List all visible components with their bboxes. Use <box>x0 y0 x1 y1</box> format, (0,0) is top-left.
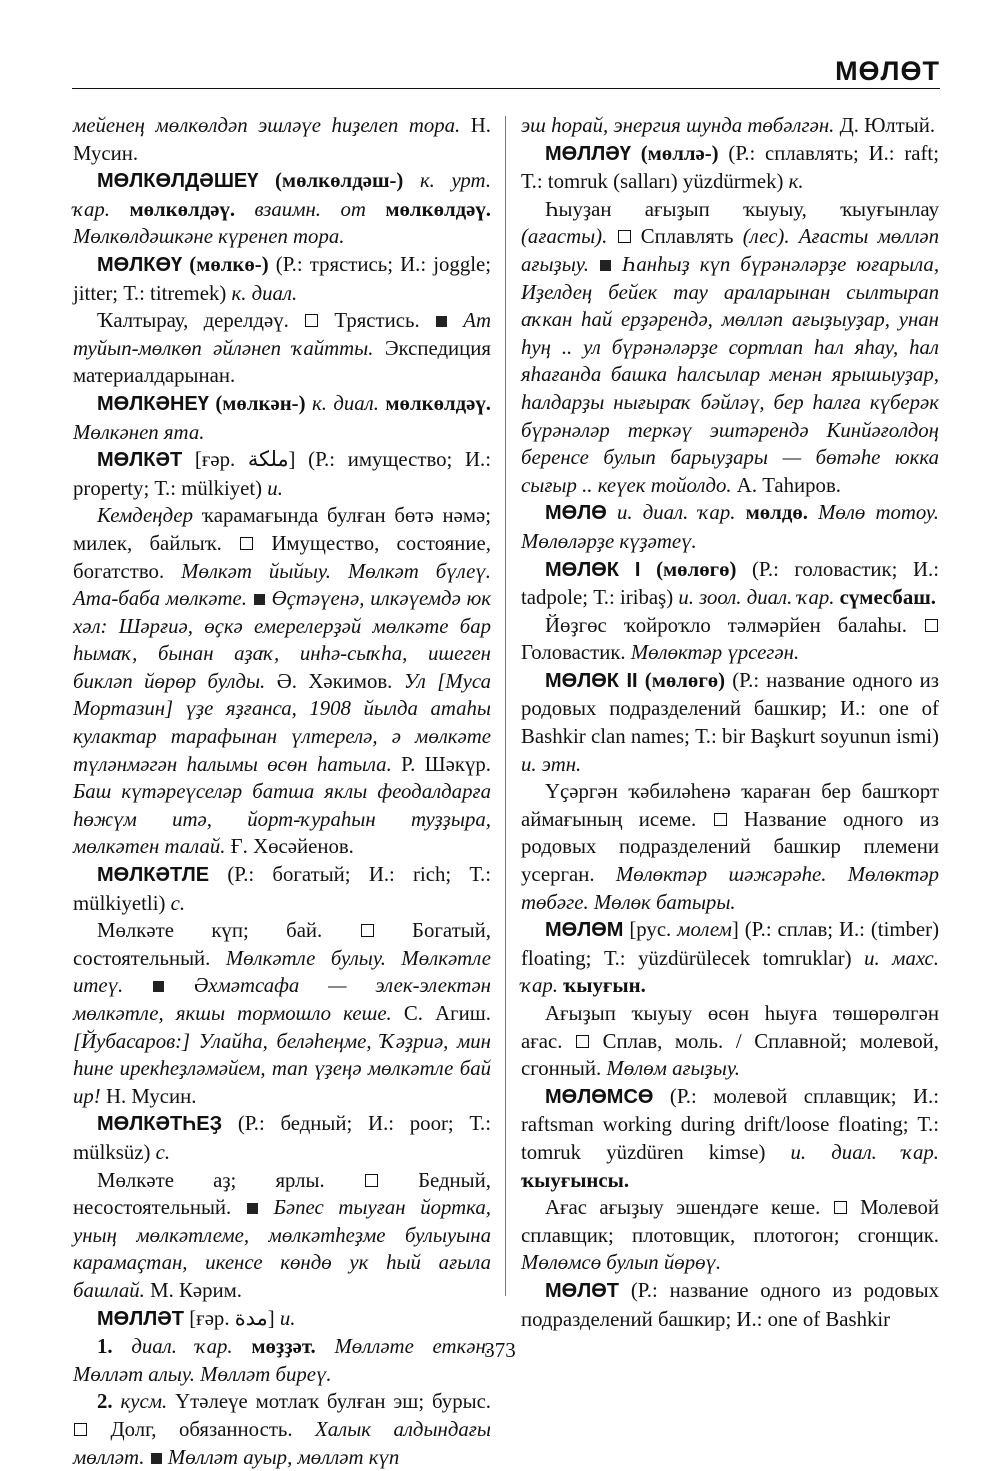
white-square-icon <box>365 1174 378 1187</box>
headword: МӨЛӨК I <box>545 558 641 581</box>
entry-molom: МӨЛӨМ [рус. молем] (Р.: сплав; И.: (timber) floating; Т.: yüzdürülecek tomruklar) и. махс. ҡар. ҡыуғын. <box>521 918 940 998</box>
entry-definition: Йөҙгөс ҡойроҡло тәлмәрйен балаһы. Головастик. Мөлөктәр үрсегән. <box>521 612 939 667</box>
entry-definition: Һыуҙан ағыҙып ҡыуыу, ҡыуғынлау (ағасты). Сплавлять (лес). Ағасты мөлләп ағыҙыу. Һанһыҙ күп бүрәнәләрҙе юғарыла, Иҙелдең бейек тау араларынан сылтырап аҡкан һай ерҙәрендә, мөлләп ағыҙыуҙар, унан һуң .. ул бүрәнәләрҙе сортлап һал яһау, һал яһағанда башка һалсылар менән ярышыуҙар, һалдарҙы нығыраҡ бәйләү, бер һалға күберәк бүрәнәләр теркәү эштәрендә Кинйәғолдоң беренсе булып барыуҙары — бөтәһе юкка сығыр .. кеүек тойолдо. А. Таһиров. <box>521 197 940 497</box>
entry-definition: Ҡалтырау, дерелдәү. Трястись. Ат туйып-мөлкөп әйләнеп ҡайтты. Экспедиция материалдарынан. <box>73 309 491 388</box>
black-square-icon <box>600 260 611 271</box>
entry-molkoldasheu: МӨЛКӨЛДӘШЕҮ (мөлкөлдәш-) к. урт. ҡар. мөлкөлдәү. взаимн. от мөлкөлдәү. Мөлкөлдәшкәне күренеп тора. <box>73 169 492 249</box>
entry-molkathez: МӨЛКӘТҺЕҘ (Р.: бедный; И.: poor; Т.: mülksüz) с. <box>73 1112 491 1164</box>
entry-definition: Ағас ағыҙыу эшендәге кеше. Молевой сплавщик; плотовщик, плотогон; сгонщик. Мөлөмсө булып йөрөү. <box>521 1196 939 1275</box>
white-square-icon <box>618 230 631 243</box>
entry-definition: Мөлкәте күп; бай. Богатый, состоятельный. Мөлкәтле булыу. Мөлкәтле итеү. Әхмәтсафа — элек-электән мөлкәтле, якшы тормошло кеше. С. Агиш. [Йубасаров:] Улайһа, беләһеңме, Ҡәҙриә, мин һине ирекһеҙләмәйем, тап үҙеңә мөлкәтле бай ир! Н. Мусин. <box>73 919 492 1108</box>
white-square-icon <box>361 924 374 937</box>
column-divider <box>505 116 506 1296</box>
white-square-icon <box>925 619 938 632</box>
entry-continuation: эш һорай, энергия шунда төбәлгән. Д. Юлтый. <box>521 114 936 137</box>
left-column <box>73 112 491 1471</box>
entry-molomso: МӨЛӨМСӨ (Р.: молевой сплавщик; И.: raftsman working during drift/loose floating; Т.: tomruk yüzdüren kimse) и. диал. ҡар. ҡыуғынсы. <box>521 1084 939 1192</box>
white-square-icon <box>714 813 727 826</box>
headword: МӨЛКӨҮ <box>97 253 183 276</box>
entry-mollau: МӨЛЛӘҮ (мөллә-) (Р.: сплавлять; И.: raft; Т.: tomruk (salları) yüzdürmek) к. <box>521 141 939 194</box>
entry-molkat: МӨЛКӘТ [ғәр. ملكة] (Р.: имущество; И.: property; Т.: mülkiyet) и. <box>73 448 492 500</box>
entry-mollat: МӨЛЛӘТ [ғәр. مدة] и. <box>97 1306 296 1330</box>
white-square-icon <box>576 1035 589 1048</box>
entry-definition: Ағыҙып ҡыуыу өсөн һыуға төшөрөлгән ағас. Сплав, моль. / Сплавной; молевой, сгонный. Мөлөм ағыҙыу. <box>521 1002 939 1081</box>
entry-molkatle: МӨЛКӘТЛЕ (Р.: богатый; И.: rich; Т.: mülkiyetli) с. <box>73 863 491 915</box>
headword: МӨЛЛӘҮ <box>545 142 631 165</box>
sense-1: 1. диал. ҡар. мөҙҙәт. Мөлләте еткән. Мөлләт алыу. Мөлләт биреү. <box>73 1335 491 1386</box>
headword: МӨЛКӘТ <box>97 449 183 472</box>
white-square-icon <box>240 537 253 550</box>
headword: МӨЛӨМ <box>545 919 624 942</box>
right-column <box>521 112 939 1333</box>
entry-definition: Үҫәргән ҡәбиләһенә ҡараған бер башҡорт аймағының исеме. Название одного из родовых подразделений башкир племени усерган. Мөлөктәр шәжәрәһе. Мөлөктәр төбәге. Мөлөк батыры. <box>521 780 940 914</box>
black-square-icon <box>151 1453 162 1464</box>
headword: МӨЛКӨЛДӘШЕҮ <box>97 170 259 193</box>
entry-molok-1: МӨЛӨК I (мөлөгө) (Р.: головастик; И.: tadpole; Т.: iribaş) и. зоол. диал. ҡар. сүмесбаш. <box>521 557 939 610</box>
headword: МӨЛЛӘТ <box>97 1307 185 1330</box>
running-header <box>72 50 940 89</box>
entry-molkaneu: МӨЛКӘНЕҮ (мөлкән-) к. диал. мөлкөлдәү. Мөлкәнеп ята. <box>73 391 492 444</box>
entry-definition: Кемдеңдер ҡарамағында булған бөтә нәмә; милек, байлыҡ. Имущество, состояние, богатство. Мөлкәт йыйыу. Мөлкәт бүлеү. Ата-баба мөлкәте. Өҫтәүенә, илкәүемдә юк хәл: Шәрғиә, өҫкә емерелерҙәй мөлкәте бар һымаҡ, бынан аҙаҡ, инһә-сыҡһа, ишеген биклəп йөрөр булды. Ә. Хәкимов. Ул [Муса Мортазин] үҙе яҙғанса, 1908 йылда атаһы кулактар тарафынан үлтерелә, ә мөлкәте түләнмәгән һалымы өсөн һатыла. Р. Шәкүр. Баш күтәреүселәр батша яклы феодалдарға һөжүм итә, йорт-ҡураһын туҙҙыра, мөлкәтен талай. Ғ. Хөсәйенов. <box>73 504 492 859</box>
entry-molot: МӨЛӨТ (Р.: название одного из родовых подразделений башкир; И.: one of Bashkir <box>521 1278 939 1331</box>
entry-definition: Мөлкәте аҙ; ярлы. Бедный, несостоятельный. Бәпес тыуған йортка, уның мөлкәтлеме, мөлкәтһеҙме булыуына карамаҫтан, икенсе көндө ук һый ағыла башлай. М. Кәрим. <box>73 1168 491 1302</box>
headword: МӨЛКӘТЛЕ <box>97 864 210 887</box>
headword: МӨЛӨ <box>545 502 607 525</box>
header-word: МӨЛӨТ <box>835 56 940 86</box>
black-square-icon <box>153 981 164 992</box>
entry-continuation: мейенең мөлкөлдәп эшләүе һиҙелеп тора. Н. Мусин. <box>73 114 491 165</box>
headword: МӨЛӨТ <box>545 1279 620 1302</box>
white-square-icon <box>834 1201 847 1214</box>
black-square-icon <box>247 1203 258 1214</box>
entry-molkoeu: МӨЛКӨҮ (мөлкө-) (Р.: трястись; И.: joggle; jitter; Т.: titremek) к. диал. <box>73 252 491 305</box>
entry-molo: МӨЛӨ и. диал. ҡар. мөлдө. Мөлө тотоу. Мөлөләрҙе күҙәтеү. <box>521 501 939 553</box>
headword: МӨЛКӘТҺЕҘ <box>97 1113 223 1136</box>
sense-2: 2. кусм. Үтәлеүе мотлаҡ булған эш; бурыс. Долг, обязанность. Халык алдындағы мөлләт. Мөлләт ауыр, мөлләт күп <box>73 1390 491 1469</box>
headword: МӨЛӨК II <box>545 669 638 692</box>
black-square-icon <box>436 316 447 327</box>
headword: МӨЛӨМСӨ <box>545 1085 654 1108</box>
page-number: 373 <box>484 1338 516 1362</box>
headword: МӨЛКӘНЕҮ <box>97 392 209 415</box>
black-square-icon <box>254 594 265 605</box>
entry-molok-2: МӨЛӨК II (мөлөгө) (Р.: название одного из родовых подразделений башкир; И.: one of Bashkir clan names; Т.: bir Başkurt soyunun ismi) и. этн. <box>521 668 940 776</box>
white-square-icon <box>305 314 318 327</box>
